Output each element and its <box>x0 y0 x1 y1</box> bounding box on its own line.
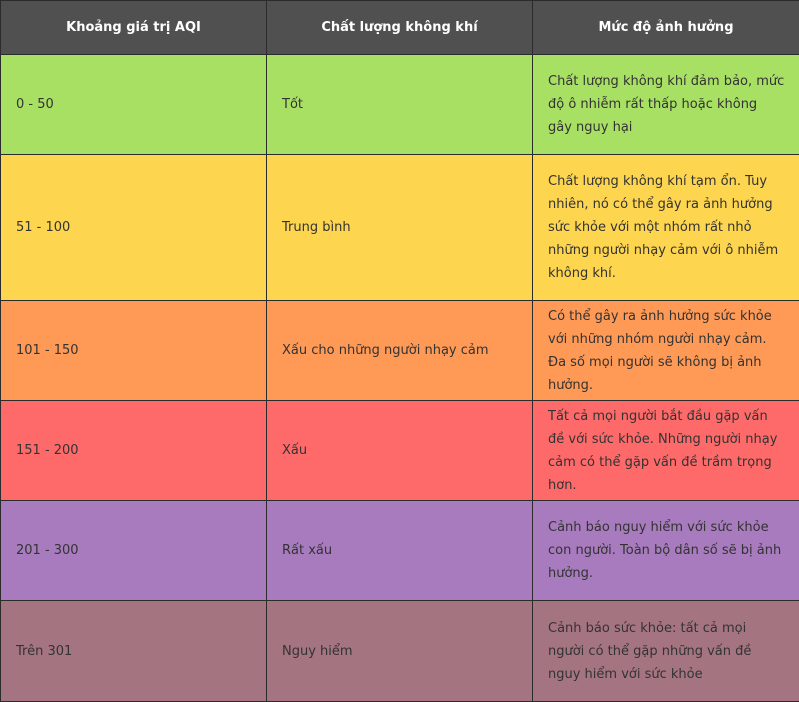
table-body <box>1 55 799 702</box>
cell-impact: Tất cả mọi người bắt đầu gặp vấn đề với sức khỏe. Những người nhạy cảm có thể gặp vấn đề trầm trọng hơn. <box>533 401 799 501</box>
cell-air-quality: Xấu <box>267 401 533 501</box>
cell-aqi-range: 0 - 50 <box>1 55 267 155</box>
header-aqi-range: Khoảng giá trị AQI <box>1 1 267 55</box>
header-air-quality: Chất lượng không khí <box>267 1 533 55</box>
cell-aqi-range: 101 - 150 <box>1 301 267 401</box>
cell-air-quality: Nguy hiểm <box>267 601 533 702</box>
header-row <box>1 1 799 55</box>
cell-impact: Chất lượng không khí tạm ổn. Tuy nhiên, nó có thể gây ra ảnh hưởng sức khỏe với một nhóm rất nhỏ những người nhạy cảm với ô nhiễm không khí. <box>533 155 799 301</box>
cell-air-quality: Tốt <box>267 55 533 155</box>
cell-aqi-range: 51 - 100 <box>1 155 267 301</box>
cell-air-quality: Rất xấu <box>267 501 533 601</box>
cell-air-quality: Xấu cho những người nhạy cảm <box>267 301 533 401</box>
table-header <box>1 1 799 55</box>
header-impact-level: Mức độ ảnh hưởng <box>533 1 799 55</box>
table-row-hazardous <box>1 601 799 702</box>
cell-air-quality: Trung bình <box>267 155 533 301</box>
cell-aqi-range: Trên 301 <box>1 601 267 702</box>
table-row-good <box>1 55 799 155</box>
table-row-moderate <box>1 155 799 301</box>
table-row-sensitive <box>1 301 799 401</box>
cell-aqi-range: 201 - 300 <box>1 501 267 601</box>
cell-impact: Cảnh báo nguy hiểm với sức khỏe con người. Toàn bộ dân số sẽ bị ảnh hưởng. <box>533 501 799 601</box>
cell-aqi-range: 151 - 200 <box>1 401 267 501</box>
table-row-very-unhealthy <box>1 501 799 601</box>
table-row-unhealthy <box>1 401 799 501</box>
cell-impact: Cảnh báo sức khỏe: tất cả mọi người có thể gặp những vấn đề nguy hiểm với sức khỏe <box>533 601 799 702</box>
cell-impact: Chất lượng không khí đảm bảo, mức độ ô nhiễm rất thấp hoặc không gây nguy hại <box>533 55 799 155</box>
cell-impact: Có thể gây ra ảnh hưởng sức khỏe với những nhóm người nhạy cảm. Đa số mọi người sẽ không bị ảnh hưởng. <box>533 301 799 401</box>
